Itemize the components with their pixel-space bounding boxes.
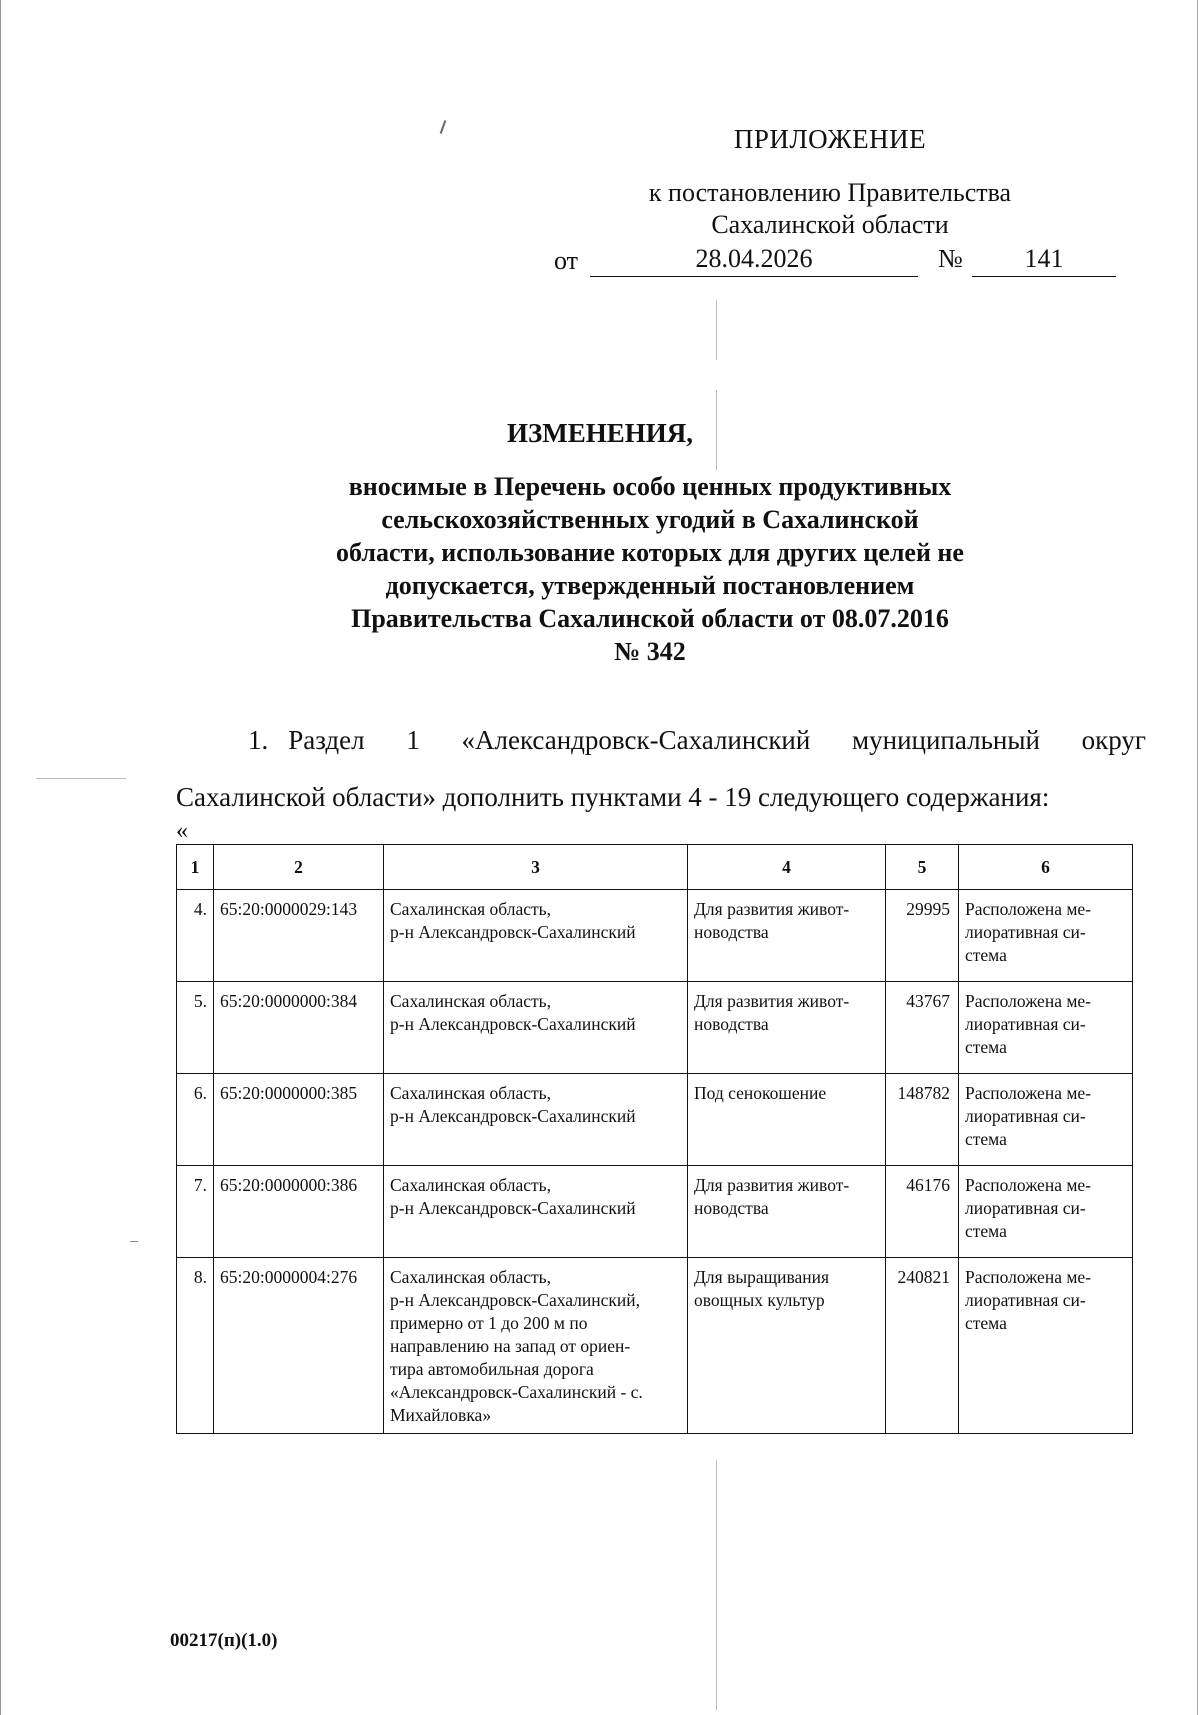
scan-artifact: [0, 0, 1, 1715]
purpose-cell-line: новодства: [694, 922, 769, 942]
area-cell: 29995: [886, 890, 959, 982]
scan-artifact: [716, 1460, 717, 1710]
area-cell: 46176: [886, 1166, 959, 1258]
purpose-cell: [688, 982, 886, 1074]
address-cell-line: Сахалинская область,: [390, 1175, 552, 1195]
address-cell-line: Сахалинская область,: [390, 1267, 552, 1287]
address-cell-line: р-н Александровск-Сахалинский,: [390, 1290, 641, 1310]
amendment-paragraph: [176, 712, 1146, 826]
column-header: 2: [214, 845, 384, 890]
address-cell-line: Сахалинская область,: [390, 991, 552, 1011]
note-cell: [959, 1258, 1133, 1434]
purpose-cell-line: Для выращивания: [694, 1267, 830, 1287]
row-number-cell: 4.: [177, 890, 214, 982]
address-cell-line: р-н Александровск-Сахалинский: [390, 1014, 636, 1034]
row-number-cell: 6.: [177, 1074, 214, 1166]
subheading-line: № 342: [614, 637, 686, 666]
paragraph-first-line: [176, 712, 1146, 769]
note-cell: [959, 1074, 1133, 1166]
purpose-cell-line: Для развития живот-: [694, 1175, 850, 1195]
address-cell-line: тира автомобильная дорога: [390, 1359, 594, 1379]
note-cell-line: лиоративная си-: [965, 922, 1086, 942]
annex-line-1: к постановлению Правительства: [648, 178, 1012, 207]
row-number-cell: 5.: [177, 982, 214, 1074]
table-header-row: [177, 845, 1133, 890]
table-row: [177, 1258, 1133, 1434]
note-cell-line: стема: [965, 1129, 1007, 1149]
cadastre-number-cell: 65:20:0000029:143: [214, 890, 384, 982]
address-cell-line: Сахалинская область,: [390, 1083, 552, 1103]
document-subheading: [290, 470, 1010, 668]
cadastre-number-cell: 65:20:0000000:386: [214, 1166, 384, 1258]
resolution-date: 28.04.2026: [590, 244, 918, 277]
area-cell: 148782: [886, 1074, 959, 1166]
address-cell: [384, 1258, 688, 1434]
address-cell-line: примерно от 1 до 200 м по: [390, 1313, 588, 1333]
subheading-line: вносимые в Перечень особо ценных продуктивных: [348, 472, 952, 501]
address-cell-line: р-н Александровск-Сахалинский: [390, 1198, 636, 1218]
purpose-cell-line: Для развития живот-: [694, 991, 850, 1011]
land-plots-table: [176, 844, 1133, 1434]
purpose-cell-line: Под сенокошение: [694, 1083, 827, 1103]
note-cell-line: лиоративная си-: [965, 1106, 1086, 1126]
note-cell-line: стема: [965, 1037, 1007, 1057]
area-cell: 43767: [886, 982, 959, 1074]
note-cell: [959, 890, 1133, 982]
column-header: 3: [384, 845, 688, 890]
address-cell-line: «Александровск-Сахалинский - с.: [390, 1382, 643, 1402]
paragraph-word: Раздел: [288, 725, 365, 755]
subheading-line: допускается, утвержденный постановлением: [385, 571, 915, 600]
cadastre-number-cell: 65:20:0000000:385: [214, 1074, 384, 1166]
purpose-cell-line: Для развития живот-: [694, 899, 850, 919]
document-code: 00217(п)(1.0): [170, 1630, 278, 1651]
scan-artifact: [716, 300, 717, 360]
purpose-cell: [688, 890, 886, 982]
from-label: от: [554, 246, 579, 275]
table-row: [177, 1166, 1133, 1258]
subheading-line: области, использование которых для других целей не: [336, 538, 964, 567]
note-cell-line: лиоративная си-: [965, 1198, 1086, 1218]
area-cell: 240821: [886, 1258, 959, 1434]
annex-date-row: [0, 244, 1200, 284]
purpose-cell-line: овощных культур: [694, 1290, 825, 1310]
note-cell-line: Расположена ме-: [965, 1267, 1092, 1287]
address-cell-line: Михайловка»: [390, 1405, 492, 1425]
note-cell-line: стема: [965, 945, 1007, 965]
subheading-line: Правительства Сахалинской области от 08.07.2016: [351, 604, 949, 633]
cadastre-number-cell: 65:20:0000000:384: [214, 982, 384, 1074]
scan-artifact: [716, 390, 717, 470]
purpose-cell-line: новодства: [694, 1198, 769, 1218]
paragraph-word: муниципальный: [852, 725, 1040, 755]
column-header: 6: [959, 845, 1133, 890]
paragraph-word: 1: [406, 725, 420, 755]
paragraph-second-line: Сахалинской области» дополнить пунктами 4 - 19 следующего содержания:: [176, 782, 1050, 812]
scan-artifact: [130, 1241, 138, 1242]
row-number-cell: 8.: [177, 1258, 214, 1434]
note-cell-line: Расположена ме-: [965, 1175, 1092, 1195]
note-cell-line: стема: [965, 1221, 1007, 1241]
address-cell: [384, 1074, 688, 1166]
purpose-cell-line: новодства: [694, 1014, 769, 1034]
scan-artifact: [36, 778, 126, 779]
annex-title: ПРИЛОЖЕНИЕ: [733, 124, 927, 154]
subheading-line: сельскохозяйственных угодий в Сахалинской: [381, 505, 919, 534]
column-header: 1: [177, 845, 214, 890]
number-label: №: [938, 244, 963, 273]
address-cell-line: р-н Александровск-Сахалинский: [390, 922, 636, 942]
note-cell: [959, 1166, 1133, 1258]
scan-artifact: [440, 120, 447, 134]
paragraph-word: округ: [1081, 725, 1146, 755]
table-row: [177, 982, 1133, 1074]
row-number-cell: 7.: [177, 1166, 214, 1258]
address-cell-line: направлению на запад от ориен-: [390, 1336, 631, 1356]
note-cell-line: лиоративная си-: [965, 1014, 1086, 1034]
paragraph-word: «Александровск-Сахалинский: [461, 725, 811, 755]
address-cell: [384, 1166, 688, 1258]
address-cell: [384, 982, 688, 1074]
address-cell: [384, 890, 688, 982]
quote-open-mark: «: [176, 818, 188, 844]
note-cell: [959, 982, 1133, 1074]
annex-line-2: Сахалинской области: [711, 210, 949, 239]
purpose-cell: [688, 1074, 886, 1166]
note-cell-line: стема: [965, 1313, 1007, 1333]
document-heading: ИЗМЕНЕНИЯ,: [506, 418, 693, 448]
table-row: [177, 890, 1133, 982]
note-cell-line: лиоративная си-: [965, 1290, 1086, 1310]
note-cell-line: Расположена ме-: [965, 899, 1092, 919]
column-header: 4: [688, 845, 886, 890]
address-cell-line: Сахалинская область,: [390, 899, 552, 919]
scan-artifact: [1197, 0, 1198, 1715]
purpose-cell: [688, 1166, 886, 1258]
note-cell-line: Расположена ме-: [965, 1083, 1092, 1103]
column-header: 5: [886, 845, 959, 890]
table-body: [177, 890, 1133, 1434]
address-cell-line: р-н Александровск-Сахалинский: [390, 1106, 636, 1126]
note-cell-line: Расположена ме-: [965, 991, 1092, 1011]
resolution-number: 141: [972, 244, 1116, 277]
cadastre-number-cell: 65:20:0000004:276: [214, 1258, 384, 1434]
paragraph-number: 1.: [248, 725, 269, 755]
table-row: [177, 1074, 1133, 1166]
purpose-cell: [688, 1258, 886, 1434]
